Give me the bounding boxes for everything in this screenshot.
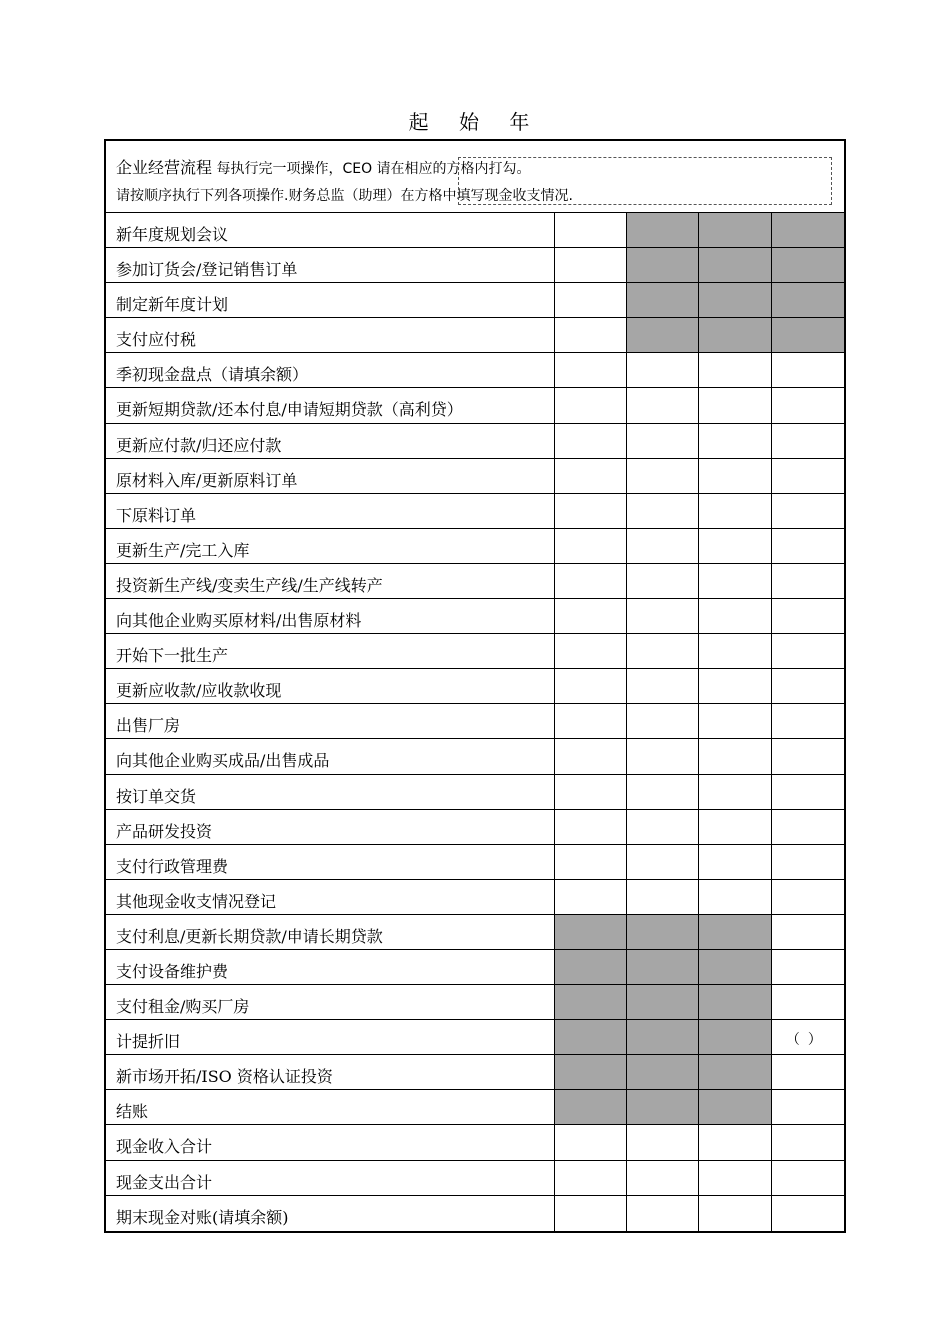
quarter-cell-q4[interactable] bbox=[772, 634, 844, 668]
operation-label: 结账 bbox=[106, 1090, 555, 1124]
quarter-cell-q3[interactable] bbox=[699, 388, 771, 422]
quarter-cell-q3[interactable] bbox=[699, 1196, 771, 1231]
table-row bbox=[106, 529, 844, 564]
quarter-cell-q4[interactable] bbox=[772, 599, 844, 633]
quarter-cell-q4[interactable] bbox=[772, 494, 844, 528]
quarter-cell-disabled bbox=[772, 318, 844, 352]
operation-label: 制定新年度计划 bbox=[106, 283, 555, 317]
quarter-cell-q4[interactable] bbox=[772, 985, 844, 1019]
flow-title: 企业经营流程 bbox=[116, 158, 213, 177]
quarter-cell-q1[interactable] bbox=[555, 739, 627, 773]
quarter-cell-disabled bbox=[627, 213, 699, 247]
operation-label: 向其他企业购买成品/出售成品 bbox=[106, 739, 555, 773]
quarter-cell-disabled bbox=[627, 248, 699, 282]
quarter-cell-q3[interactable] bbox=[699, 880, 771, 914]
quarter-cell-q4[interactable] bbox=[772, 845, 844, 879]
table-row bbox=[106, 564, 844, 599]
quarter-cell-q1[interactable] bbox=[555, 634, 627, 668]
page-title: 起 始 年 bbox=[408, 110, 542, 134]
quarter-cell-disabled bbox=[627, 985, 699, 1019]
quarter-cell-disabled bbox=[699, 1020, 771, 1054]
quarter-cell-q4[interactable] bbox=[772, 950, 844, 984]
quarter-cell-q2[interactable] bbox=[627, 388, 699, 422]
quarter-cell-q4[interactable] bbox=[772, 739, 844, 773]
quarter-cell-q4[interactable] bbox=[772, 1090, 844, 1124]
quarter-cell-q4[interactable] bbox=[772, 669, 844, 703]
table-row bbox=[106, 915, 844, 950]
quarter-cell-q1[interactable] bbox=[555, 1161, 627, 1195]
quarter-cell-disabled bbox=[555, 950, 627, 984]
quarter-cell-q2[interactable] bbox=[627, 564, 699, 598]
table-row bbox=[106, 1125, 844, 1160]
operation-label: 期末现金对账(请填余额) bbox=[106, 1196, 555, 1231]
quarter-cell-q3[interactable] bbox=[699, 1125, 771, 1159]
quarter-cell-q2[interactable] bbox=[627, 494, 699, 528]
quarter-cell-q4[interactable] bbox=[772, 1196, 844, 1231]
table-row bbox=[106, 1196, 844, 1231]
quarter-cell-q1[interactable] bbox=[555, 564, 627, 598]
table-row bbox=[106, 424, 844, 459]
quarter-cell-q4[interactable] bbox=[772, 1161, 844, 1195]
quarter-cell-q1[interactable] bbox=[555, 845, 627, 879]
quarter-cell-q4[interactable] bbox=[772, 353, 844, 387]
quarter-cell-q3[interactable] bbox=[699, 845, 771, 879]
quarter-cell-q3[interactable] bbox=[699, 494, 771, 528]
table-row bbox=[106, 1161, 844, 1196]
table-row bbox=[106, 283, 844, 318]
quarter-cell-q1[interactable] bbox=[555, 1196, 627, 1231]
quarter-cell-disabled bbox=[699, 248, 771, 282]
quarter-cell-disabled bbox=[627, 915, 699, 949]
quarter-cell-q3[interactable] bbox=[699, 739, 771, 773]
quarter-cell-disabled bbox=[627, 318, 699, 352]
quarter-cell-q1[interactable] bbox=[555, 810, 627, 844]
operation-label: 现金支出合计 bbox=[106, 1161, 555, 1195]
quarter-cell-q4[interactable] bbox=[772, 880, 844, 914]
quarter-cell-q2[interactable] bbox=[627, 1161, 699, 1195]
operation-label: 支付行政管理费 bbox=[106, 845, 555, 879]
quarter-cell-q2[interactable] bbox=[627, 424, 699, 458]
quarter-cell-q4[interactable] bbox=[772, 915, 844, 949]
operation-label: 支付利息/更新长期贷款/申请长期贷款 bbox=[106, 915, 555, 949]
operation-label: 开始下一批生产 bbox=[106, 634, 555, 668]
table-row bbox=[106, 213, 844, 248]
quarter-cell-q3[interactable] bbox=[699, 704, 771, 738]
table-row bbox=[106, 669, 844, 704]
operation-label: 向其他企业购买原材料/出售原材料 bbox=[106, 599, 555, 633]
table-row bbox=[106, 634, 844, 669]
operation-label: 更新短期贷款/还本付息/申请短期贷款（高利贷） bbox=[106, 388, 555, 422]
quarter-cell-q1[interactable] bbox=[555, 248, 627, 282]
operation-label: 更新应收款/应收款收现 bbox=[106, 669, 555, 703]
operation-label: 支付租金/购买厂房 bbox=[106, 985, 555, 1019]
quarter-cell-q4[interactable] bbox=[772, 424, 844, 458]
quarter-cell-q2[interactable] bbox=[627, 634, 699, 668]
quarter-cell-q3[interactable] bbox=[699, 424, 771, 458]
operation-label: 下原料订单 bbox=[106, 494, 555, 528]
quarter-cell-disabled bbox=[699, 213, 771, 247]
operation-label: 季初现金盘点（请填余额） bbox=[106, 353, 555, 387]
quarter-cell-disabled bbox=[627, 1055, 699, 1089]
quarter-cell-disabled bbox=[627, 283, 699, 317]
quarter-cell-q1[interactable] bbox=[555, 353, 627, 387]
quarter-cell-q3[interactable] bbox=[699, 634, 771, 668]
quarter-cell-q1[interactable] bbox=[555, 388, 627, 422]
quarter-cell-disabled bbox=[772, 248, 844, 282]
quarter-cell-q1[interactable] bbox=[555, 529, 627, 563]
table-row bbox=[106, 248, 844, 283]
quarter-cell-q4[interactable] bbox=[772, 564, 844, 598]
operation-label: 参加订货会/登记销售订单 bbox=[106, 248, 555, 282]
table-row bbox=[106, 318, 844, 353]
quarter-cell-q4[interactable] bbox=[772, 1020, 844, 1054]
operation-checklist-table bbox=[104, 139, 846, 1233]
quarter-cell-q1[interactable] bbox=[555, 494, 627, 528]
operation-label: 现金收入合计 bbox=[106, 1125, 555, 1159]
quarter-cell-q3[interactable] bbox=[699, 810, 771, 844]
quarter-cell-q1[interactable] bbox=[555, 213, 627, 247]
table-row bbox=[106, 459, 844, 494]
quarter-cell-q4[interactable] bbox=[772, 704, 844, 738]
quarter-cell-q1[interactable] bbox=[555, 424, 627, 458]
table-row bbox=[106, 810, 844, 845]
quarter-cell-q2[interactable] bbox=[627, 880, 699, 914]
table-row bbox=[106, 353, 844, 388]
operation-label: 新年度规划会议 bbox=[106, 213, 555, 247]
quarter-cell-q1[interactable] bbox=[555, 1125, 627, 1159]
quarter-cell-q2[interactable] bbox=[627, 1125, 699, 1159]
quarter-cell-q3[interactable] bbox=[699, 1161, 771, 1195]
quarter-cell-disabled bbox=[555, 1055, 627, 1089]
quarter-cell-q2[interactable] bbox=[627, 704, 699, 738]
quarter-cell-q2[interactable] bbox=[627, 775, 699, 809]
table-row bbox=[106, 1020, 844, 1055]
operation-label: 原材料入库/更新原料订单 bbox=[106, 459, 555, 493]
operation-label: 更新生产/完工入库 bbox=[106, 529, 555, 563]
quarter-cell-q1[interactable] bbox=[555, 704, 627, 738]
table-header bbox=[106, 141, 844, 213]
quarter-cell-q4[interactable] bbox=[772, 529, 844, 563]
cell-mark: （） bbox=[785, 1032, 830, 1049]
quarter-cell-q3[interactable] bbox=[699, 599, 771, 633]
quarter-cell-disabled bbox=[772, 283, 844, 317]
quarter-cell-q3[interactable] bbox=[699, 564, 771, 598]
quarter-cell-disabled bbox=[699, 950, 771, 984]
quarter-cell-q4[interactable] bbox=[772, 459, 844, 493]
quarter-cell-disabled bbox=[699, 318, 771, 352]
table-row bbox=[106, 845, 844, 880]
quarter-cell-q2[interactable] bbox=[627, 810, 699, 844]
quarter-cell-q1[interactable] bbox=[555, 318, 627, 352]
order-instruction: 请按顺序执行下列各项操作.财务总监（助理）在方格中填写现金收支情况. bbox=[116, 188, 573, 204]
quarter-cell-disabled bbox=[555, 915, 627, 949]
table-row bbox=[106, 704, 844, 739]
quarter-cell-disabled bbox=[555, 1090, 627, 1124]
table-row bbox=[106, 775, 844, 810]
quarter-cell-q2[interactable] bbox=[627, 739, 699, 773]
quarter-cell-q4[interactable] bbox=[772, 810, 844, 844]
dashed-annotation-box bbox=[458, 157, 832, 205]
table-row bbox=[106, 494, 844, 529]
quarter-cell-q3[interactable] bbox=[699, 459, 771, 493]
quarter-cell-q3[interactable] bbox=[699, 775, 771, 809]
quarter-cell-q2[interactable] bbox=[627, 353, 699, 387]
operation-label: 其他现金收支情况登记 bbox=[106, 880, 555, 914]
quarter-cell-disabled bbox=[699, 985, 771, 1019]
operation-label: 投资新生产线/变卖生产线/生产线转产 bbox=[106, 564, 555, 598]
table-row bbox=[106, 880, 844, 915]
quarter-cell-disabled bbox=[772, 213, 844, 247]
table-row bbox=[106, 739, 844, 774]
operation-label: 计提折旧 bbox=[106, 1020, 555, 1054]
quarter-cell-disabled bbox=[627, 1020, 699, 1054]
quarter-cell-q4[interactable] bbox=[772, 1125, 844, 1159]
table-row bbox=[106, 599, 844, 634]
quarter-cell-q2[interactable] bbox=[627, 845, 699, 879]
operation-label: 产品研发投资 bbox=[106, 810, 555, 844]
quarter-cell-q4[interactable] bbox=[772, 388, 844, 422]
quarter-cell-q2[interactable] bbox=[627, 599, 699, 633]
quarter-cell-q3[interactable] bbox=[699, 353, 771, 387]
operation-label: 更新应付款/归还应付款 bbox=[106, 424, 555, 458]
operation-label: 出售厂房 bbox=[106, 704, 555, 738]
quarter-cell-q2[interactable] bbox=[627, 1196, 699, 1231]
table-body bbox=[106, 213, 844, 1231]
operation-label: 按订单交货 bbox=[106, 775, 555, 809]
quarter-cell-q2[interactable] bbox=[627, 529, 699, 563]
quarter-cell-disabled bbox=[627, 1090, 699, 1124]
quarter-cell-q2[interactable] bbox=[627, 459, 699, 493]
quarter-cell-q1[interactable] bbox=[555, 669, 627, 703]
operation-label: 支付应付税 bbox=[106, 318, 555, 352]
table-row bbox=[106, 950, 844, 985]
quarter-cell-q3[interactable] bbox=[699, 529, 771, 563]
quarter-cell-disabled bbox=[699, 915, 771, 949]
quarter-cell-disabled bbox=[699, 283, 771, 317]
quarter-cell-disabled bbox=[699, 1055, 771, 1089]
quarter-cell-q1[interactable] bbox=[555, 283, 627, 317]
quarter-cell-q1[interactable] bbox=[555, 775, 627, 809]
table-row bbox=[106, 1055, 844, 1090]
table-row bbox=[106, 985, 844, 1020]
quarter-cell-disabled bbox=[699, 1090, 771, 1124]
quarter-cell-q1[interactable] bbox=[555, 880, 627, 914]
quarter-cell-disabled bbox=[555, 985, 627, 1019]
quarter-cell-q2[interactable] bbox=[627, 669, 699, 703]
table-row bbox=[106, 388, 844, 423]
quarter-cell-q3[interactable] bbox=[699, 669, 771, 703]
quarter-cell-disabled bbox=[555, 1020, 627, 1054]
table-row bbox=[106, 1090, 844, 1125]
quarter-cell-q4[interactable] bbox=[772, 775, 844, 809]
operation-label: 支付设备维护费 bbox=[106, 950, 555, 984]
quarter-cell-disabled bbox=[627, 950, 699, 984]
quarter-cell-q1[interactable] bbox=[555, 599, 627, 633]
operation-label: 新市场开拓/ISO 资格认证投资 bbox=[106, 1055, 555, 1089]
quarter-cell-q1[interactable] bbox=[555, 459, 627, 493]
ceo-instruction: 每执行完一项操作，CEO 请在相应的方格内打勾。 bbox=[216, 161, 531, 177]
quarter-cell-q4[interactable] bbox=[772, 1055, 844, 1089]
